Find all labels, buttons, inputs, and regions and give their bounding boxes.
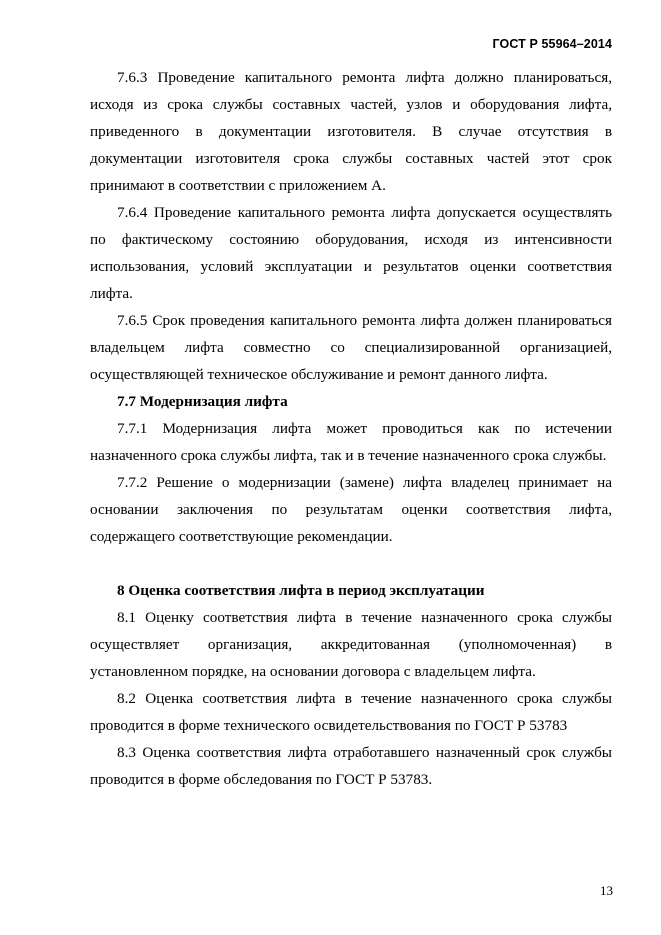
section-gap [90, 550, 612, 577]
paragraph-8-2: 8.2 Оценка соответствия лифта в течение назначенного срока службы проводится в форме технического освидетельствования по ГОСТ Р 53783 [90, 690, 612, 734]
paragraph-8-3: 8.3 Оценка соответствия лифта отработавшего назначенный срок службы проводится в форме обследования по ГОСТ Р 53783. [90, 744, 612, 788]
page-number: 13 [600, 883, 613, 898]
paragraph-7-7-1: 7.7.1 Модернизация лифта может проводиться как по истечении назначенного срока службы лифта, так и в течение назначенного срока службы. [90, 420, 612, 464]
paragraph-8-1: 8.1 Оценку соответствия лифта в течение назначенного срока службы осуществляет организация, аккредитованная (уполномоченная) в установленном порядке, на основании договора с владельцем лифта. [90, 609, 612, 680]
paragraph-7-6-4: 7.6.4 Проведение капитального ремонта лифта допускается осуществлять по фактическому состоянию оборудования, исходя из интенсивности использования, условий эксплуатации и результатов оценки соответствия лифта. [90, 204, 612, 302]
document-header: ГОСТ Р 55964–2014 [492, 37, 612, 51]
section-heading-8: 8 Оценка соответствия лифта в период эксплуатации [117, 582, 485, 599]
paragraph-7-6-5: 7.6.5 Срок проведения капитального ремонта лифта должен планироваться владельцем лифта совместно со специализированной организацией, осуществляющей техническое обслуживание и ремонт данного лифта. [90, 312, 612, 383]
document-body [90, 64, 612, 793]
paragraph-7-7-2: 7.7.2 Решение о модернизации (замене) лифта владелец принимает на основании заключения по результатам оценки соответствия лифта, содержащего соответствующие рекомендации. [90, 474, 612, 545]
section-heading-7-7: 7.7 Модернизация лифта [117, 393, 288, 410]
paragraph-7-6-3: 7.6.3 Проведение капитального ремонта лифта должно планироваться, исходя из срока службы составных частей, узлов и оборудования лифта, приведенного в документации изготовителя. В случае отсутствия в документации изготовителя срока службы составных частей этот срок принимают в соответствии с приложением А. [90, 69, 612, 194]
